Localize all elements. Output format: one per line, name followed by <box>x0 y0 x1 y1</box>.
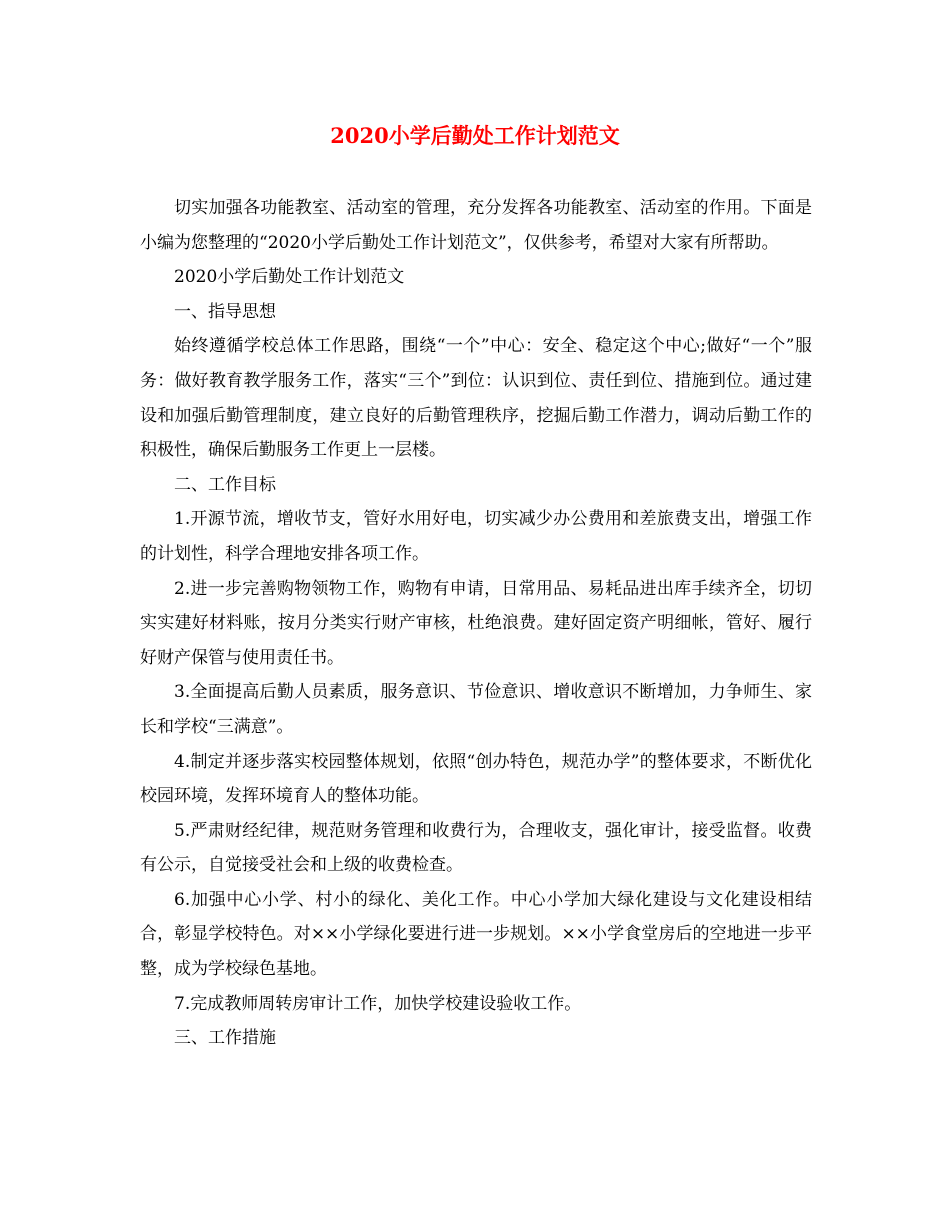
goal-item-3: 3.全面提高后勤人员素质，服务意识、节俭意识、增收意识不断增加，力争师生、家长和学校“三满意”。 <box>140 682 812 737</box>
goal-item-7: 7.完成教师周转房审计工作，加快学校建设验收工作。 <box>174 993 582 1014</box>
goal-item-2: 2.进一步完善购物领物工作，购物有申请，日常用品、易耗品进出库手续齐全，切切实实建好材料账，按月分类实行财产审核，杜绝浪费。建好固定资产明细帐，管好、履行好财产保管与使用责任书。 <box>140 578 812 668</box>
document-body <box>140 191 812 1056</box>
document-title: 2020小学后勤处工作计划范文 <box>330 123 620 148</box>
section-heading-work-goals: 二、工作目标 <box>174 474 276 495</box>
subtitle-paragraph: 2020小学后勤处工作计划范文 <box>174 267 405 288</box>
intro-paragraph: 切实加强各功能教室、活动室的管理，充分发挥各功能教室、活动室的作用。下面是小编为您整理的“2020小学后勤处工作计划范文”，仅供参考，希望对大家有所帮助。 <box>140 198 812 253</box>
goal-item-6: 6.加强中心小学、村小的绿化、美化工作。中心小学加大绿化建设与文化建设相结合，彰显学校特色。对××小学绿化要进行进一步规划。××小学食堂房后的空地进一步平整，成为学校绿色基地。 <box>140 889 812 980</box>
guiding-thought-paragraph: 始终遵循学校总体工作思路，围绕“一个”中心：安全、稳定这个中心;做好“一个”服务：做好教育教学服务工作，落实“三个”到位：认识到位、责任到位、措施到位。通过建设和加强后勤管理制度，建立良好的后勤管理秩序，挖掘后勤工作潜力，调动后勤工作的积极性，确保后勤服务工作更上一层楼。 <box>140 336 812 461</box>
goal-item-4: 4.制定并逐步落实校园整体规划，依照“创办特色，规范办学”的整体要求，不断优化校园环境，发挥环境育人的整体功能。 <box>140 751 812 807</box>
section-heading-guiding-thought: 一、指导思想 <box>174 301 276 322</box>
goal-item-5: 5.严肃财经纪律，规范财务管理和收费行为，合理收支，强化审计，接受监督。收费有公示，自觉接受社会和上级的收费检查。 <box>140 820 812 876</box>
section-heading-work-measures: 三、工作措施 <box>174 1028 276 1049</box>
goal-item-1: 1.开源节流，增收节支，管好水用好电，切实减少办公费用和差旅费支出，增强工作的计划性，科学合理地安排各项工作。 <box>140 509 812 564</box>
